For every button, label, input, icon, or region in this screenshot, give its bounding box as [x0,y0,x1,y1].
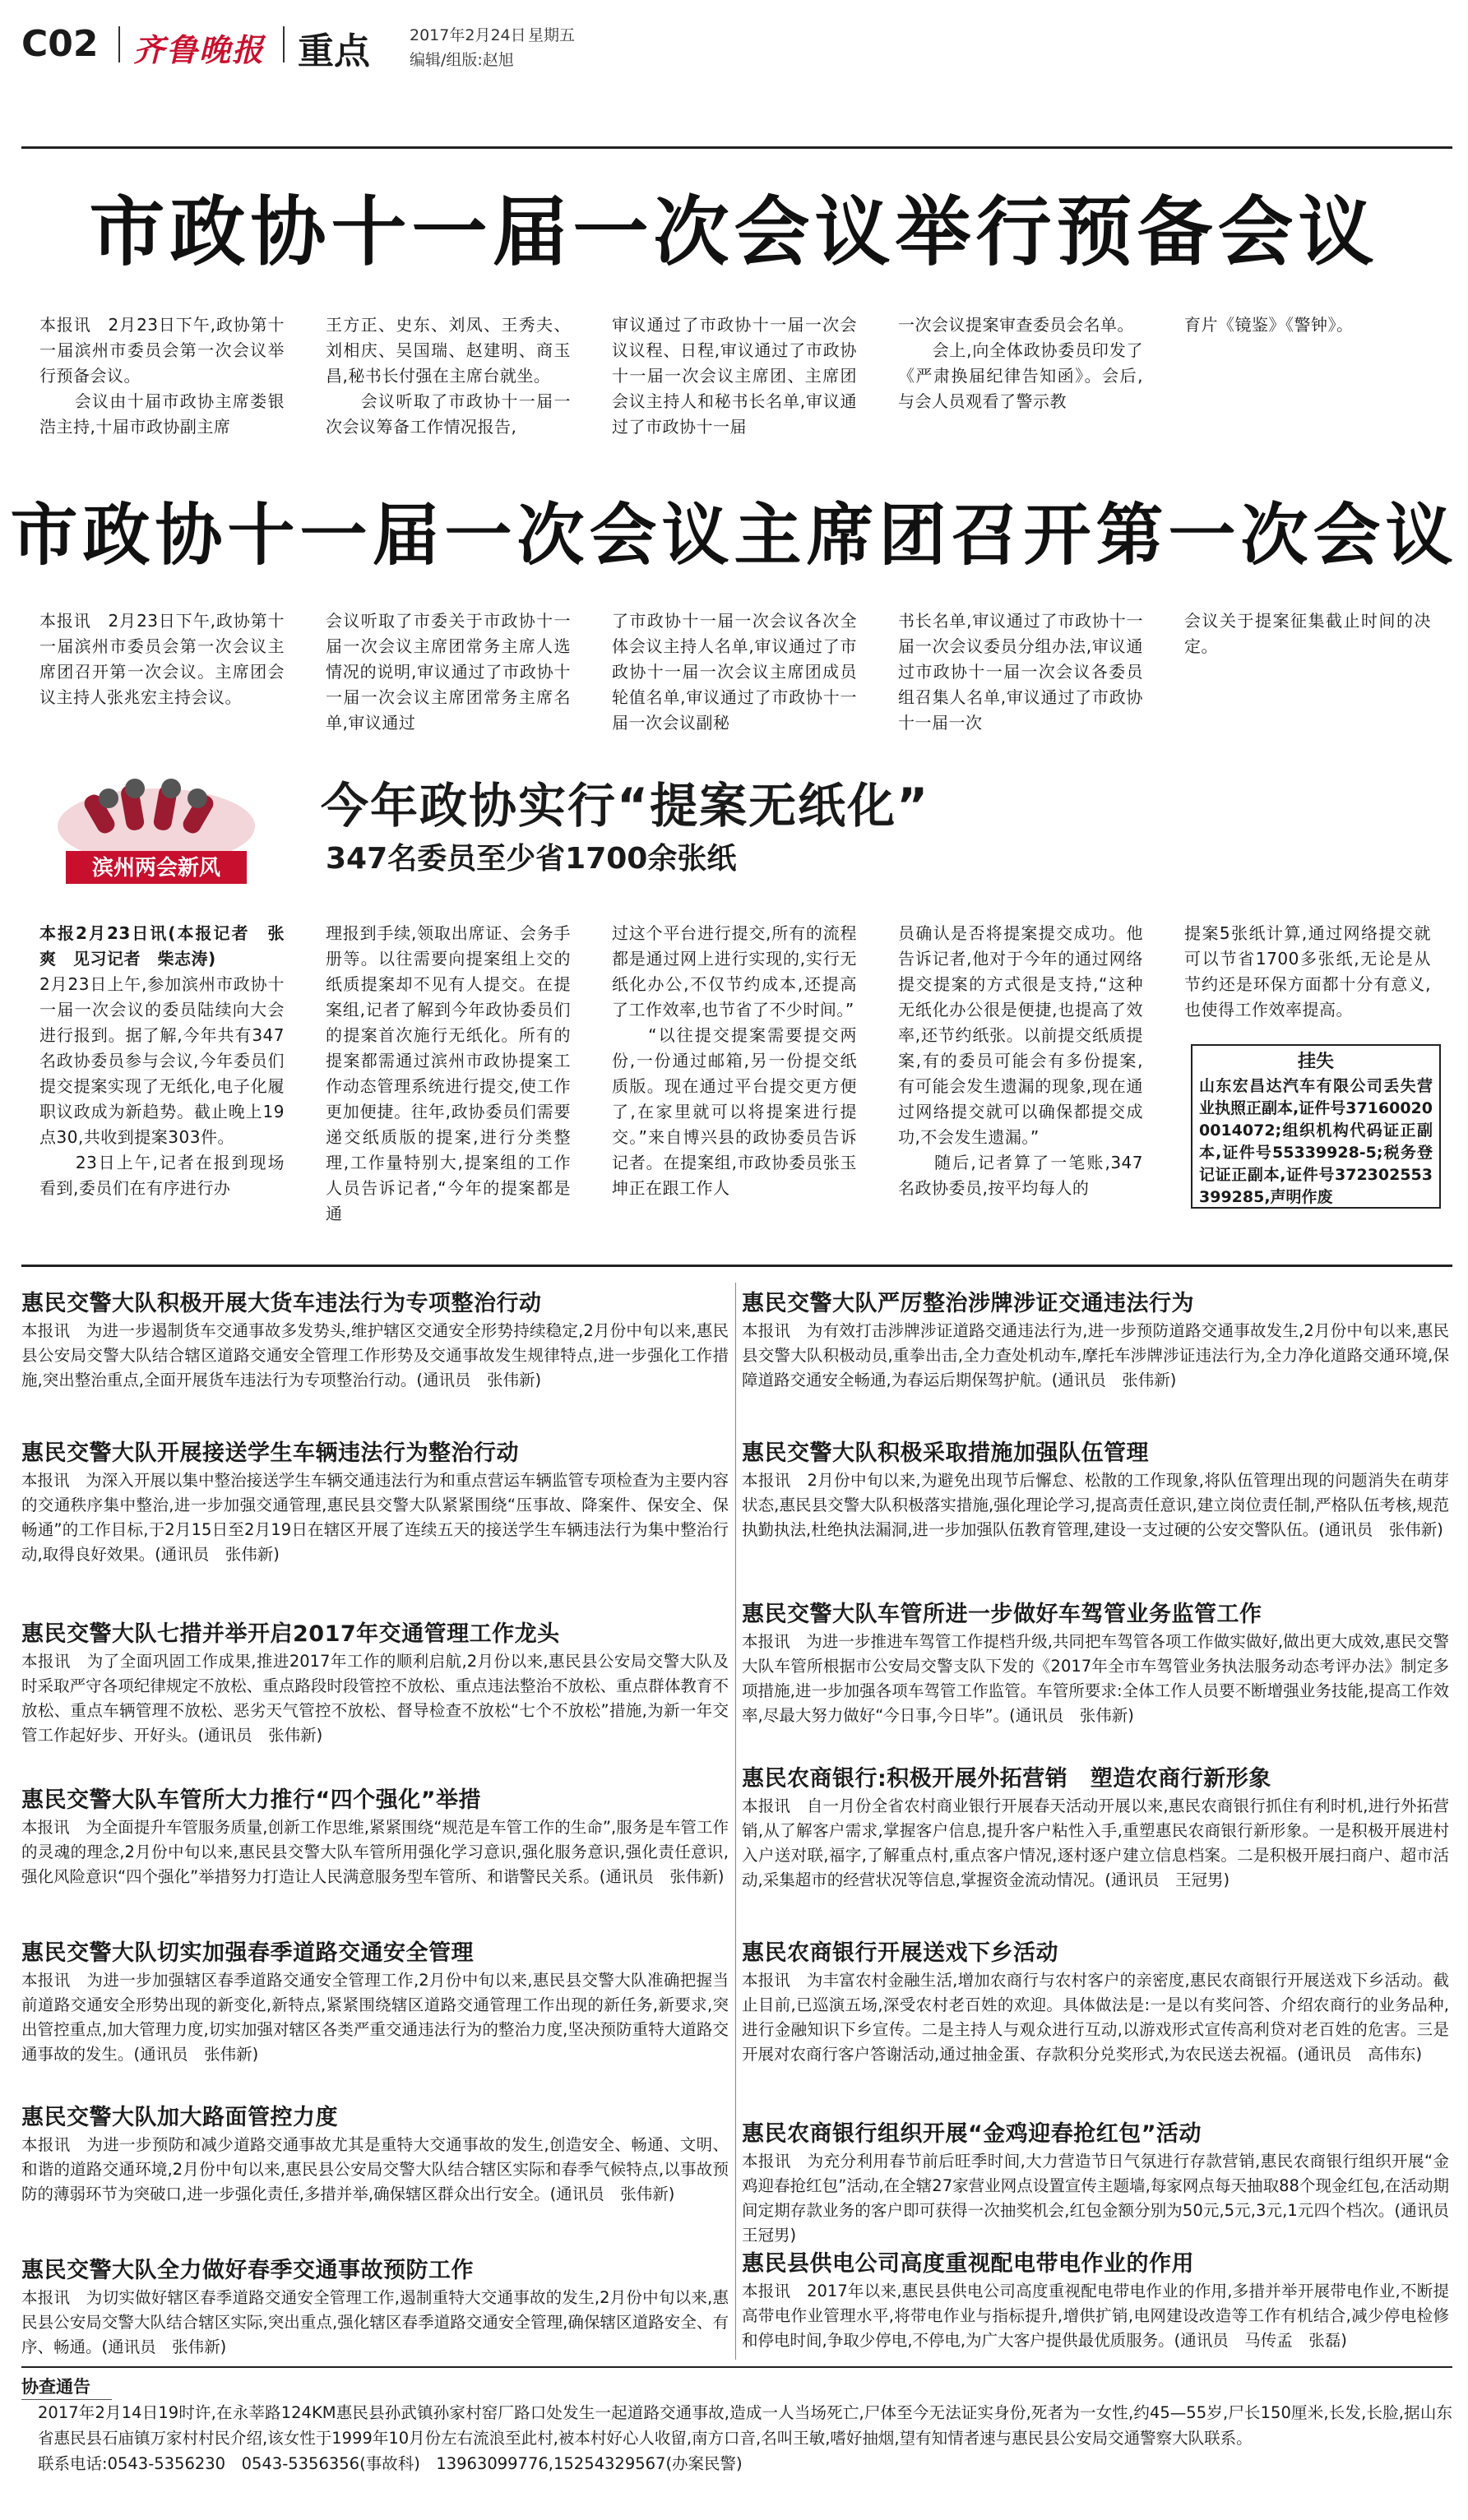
news-title: 惠民交警大队车管所大力推行“四个强化”举措 [21,1787,481,1813]
news-body: 本报讯 为了全面巩固工作成果,推进2017年工作的顺利启航,2月份以来,惠民县公安局交警大队及时采取严守各项纪律规定不放松、重点路段时段管控不放松、重点违法整治不放松、重点群体教育不放松、重点车辆管理不放松、恶劣天气管控不放松、督导检查不放松“七个不放松”措施,为新一年交管工作起好步、开好头。(通讯员 张伟新) [21,1652,729,1745]
article2-col2: 会议听取了市委关于市政协十一届一次会议主席团常务主席人选情况的说明,审议通过了市政协十一届一次会议主席团常务主席名单,审议通过 [326,611,571,733]
column-divider [735,1283,736,2360]
article3-col3: 过这个平台进行提交,所有的流程都是通过网上进行实现的,实行无纸化办公,不仅节约成本,还提高了工作效率,也节省了不少时间。” “以往提交提案需要提交两份,一份通过邮箱,另一份提交纸质版。现在通过平台提交更方便了,在家里就可以将提案进行提交。”来自博兴县的政协委员告诉记者。在提案组,市政协委员张玉坤正在跟工作人 [612,923,857,1198]
article1-col1: 本报讯 2月23日下午,政协第十一届滨州市委员会第一次会议举行预备会议。 会议由十届市政协主席娄银浩主持,十届市政协副主席 [39,315,285,437]
news-item [742,1764,1449,1942]
news-item [21,1620,729,1773]
news-body: 本报讯 为深入开展以集中整治接送学生车辆交通违法行为和重点营运车辆监管专项检查为主要内容的交通秩序集中整治,进一步加强交通管理,惠民县交警大队紧紧围绕“压事故、降案件、保安全、保畅通”的工作目标,于2月15日至2月19日在辖区开展了连续五天的接送学生车辆违法行为集中整治行动,取得良好效果。(通讯员 张伟新) [21,1471,729,1564]
news-item [742,2250,1449,2378]
article1-col4: 一次会议提案审查委员会名单。 会上,向全体政协委员印发了《严肃换届纪律告知函》。会后,与会人员观看了警示教 [898,315,1143,411]
badge-label: 滨州两会新风 [91,856,220,881]
news-title: 惠民交警大队开展接送学生车辆违法行为整治行动 [21,1440,519,1466]
masthead [21,15,1452,72]
article2-title: 市政协十一届一次会议主席团召开第一次会议 [10,497,1458,575]
investigation-notice [21,2374,1452,2514]
news-body: 本报讯 为有效打击涉牌涉证道路交通违法行为,进一步预防道路交通事故发生,2月份中旬以来,惠民县交警大队积极动员,重拳出击,全力查处机动车,摩托车涉牌涉证违法行为,全力净化道路交通环境,保障道路交通安全畅通,为春运后期保驾护航。(通讯员 张伟新) [742,1321,1449,1389]
article2-col1: 本报讯 2月23日下午,政协第十一届滨州市委员会第一次会议主席团召开第一次会议。主席团会议主持人张兆宏主持会议。 [39,611,285,707]
news-item [21,1786,729,1916]
news-title: 惠民交警大队车管所进一步做好车驾管业务监管工作 [742,1602,1262,1627]
news-item [21,1939,729,2092]
page-number: C02 [21,23,99,65]
lost-notice-title: 挂失 [1297,1052,1334,1072]
news-title: 惠民交警大队积极采取措施加强队伍管理 [742,1440,1149,1466]
right-news-column [742,1289,1466,2358]
news-body: 本报讯 为全面提升车管服务质量,创新工作思维,紧紧围绕“规范是车管工作的生命”,服务是车管工作的灵魂的理念,2月份中旬以来,惠民县交警大队车管所用强化学习意识,强化服务意识,强化责任意识,强化风险意识“四个强化”举措努力打造让人民满意服务型车管所、和谐警民关系。(通讯员 张伟新) [21,1818,729,1886]
news-title: 惠民农商银行组织开展“金鸡迎春抢红包”活动 [742,2121,1202,2147]
news-body: 本报讯 为丰富农村金融生活,增加农商行与农村客户的亲密度,惠民农商银行开展送戏下乡活动。截止目前,已巡演五场,深受农村老百姓的欢迎。具体做法是:一是以有奖问答、介绍农商行的业务品种,进行金融知识下乡宣传。二是主持人与观众进行互动,以游戏形式宣传高利贷对老百姓的危害。三是开展对农商行客户答谢活动,通过抽金蛋、存款积分兑奖形式,为农民送去祝福。(通讯员 高伟东) [742,1971,1449,2064]
news-item [742,1939,1449,2116]
article3-byline: 本报2月23日讯(本报记者 张爽 见习记者 柴志涛) [39,923,285,969]
news-title: 惠民县供电公司高度重视配电带电作业的作用 [742,2251,1194,2277]
section-rule [21,1265,1452,1267]
news-body: 本报讯 为充分利用春节前后旺季时间,大力营造节日气氛进行存款营销,惠民农商银行组织开展“金鸡迎春抢红包”活动,在全辖27家营业网点设置宣传主题墙,每家网点每天抽取88个现金红包,在活动期间定期存款业务的客户即可获得一次抽奖机会,红包金额分别为50元,5元,3元,1元四个档次。(通讯员 王冠男) [742,2152,1466,2245]
article3-col2: 理报到手续,领取出席证、会务手册等。以往需要向提案组上交的纸质提案却不见有人提交。在提案组,记者了解到今年政协委员们的提案首次施行无纸化。所有的提案都需通过滨州市政协提案工作动态管理系统进行提交,使工作更加便捷。往年,政协委员们需要递交纸质版的提案,进行分类整理,工作量特别大,提案组的工作人员告诉记者,“今年的提案都是通 [326,923,571,1223]
divider [118,26,120,62]
news-title: 惠民交警大队切实加强春季道路交通安全管理 [21,1940,474,1966]
news-body: 本报讯 为切实做好辖区春季道路交通安全管理工作,遏制重特大交通事故的发生,2月份中旬以来,惠民县公安局交警大队结合辖区实际,突出重点,强化辖区春季道路交通安全管理,确保辖区道路安全、有序、畅通。(通讯员 张伟新) [21,2288,729,2356]
news-item [21,2103,729,2233]
article1-col2: 王方正、史东、刘凤、王秀夫、刘相庆、吴国瑞、赵建明、商玉昌,秘书长付强在主席台就坐。 会议听取了市政协十一届一次会议筹备工作情况报告, [326,315,571,437]
article1-col3: 审议通过了市政协十一届一次会议议程、日程,审议通过了市政协十一届一次会议主席团、主席团会议主持人和秘书长名单,审议通过了市政协十一届 [612,315,857,437]
news-body: 本报讯 为进一步预防和减少道路交通事故尤其是重特大交通事故的发生,创造安全、畅通、文明、和谐的道路交通环境,2月份中旬以来,惠民县公安局交警大队结合辖区实际和春季气候特点,以事故预防的薄弱环节为突破口,进一步强化责任,多措并举,确保辖区群众出行安全。(通讯员 张伟新) [21,2135,729,2203]
article2-col3: 了市政协十一届一次会议各次全体会议主持人名单,审议通过了市政协十一届一次会议主席团成员轮值名单,审议通过了市政协十一届一次会议副秘 [612,611,857,733]
news-title: 惠民交警大队全力做好春季交通事故预防工作 [21,2258,474,2283]
lost-notice-text: 山东宏昌达汽车有限公司丢失营业执照正副本,证件号371600200014072;组织机构代码证正副本,证件号55339928-5;税务登记证正副本,证件号372302553399285,声明作废 [1199,1077,1433,1206]
notice-text: 2017年2月14日19时许,在永莘路124KM惠民县孙武镇孙家村窑厂路口处发生一起道路交通事故,造成一人当场死亡,尸体至今无法证实身份,死者为一女性,约45—55岁,尸长150厘米,长发,长脸,据山东省惠民县石庙镇万家村村民介绍,该女性于1999年10月份左右流浪至此村,被本村好心人收留,南方口音,名叫王敏,嗜好抽烟,望有知情者速与惠民县公安局交通警察大队联系。 [38,2403,1452,2448]
article3-title: 今年政协实行“提案无纸化” [321,778,930,834]
lost-notice [1191,1044,1441,1209]
news-item [742,1289,1449,1419]
news-body: 本报讯 自一月份全省农村商业银行开展春天活动开展以来,惠民农商银行抓住有利时机,进行外拓营销,从了解客户需求,掌握客户信息,提升客户粘性入手,重塑惠民农商银行新形象。一是积极开展进村入户送对联,福字,了解重点村,重点客户情况,逐村逐户建立信息档案。二是积极开展扫商户、超市活动,采集超市的经营状况等信息,掌握资金流动情况。(通讯员 王冠男) [742,1796,1449,1889]
footer-rule [21,2366,1452,2368]
editor-credit: 编辑/组版:赵旭 [410,51,514,69]
news-item [21,1439,729,1592]
news-item [742,1439,1449,1569]
news-body: 本报讯 2017年以来,惠民县供电公司高度重视配电带电作业的作用,多措并举开展带电作业,不断提高带电作业管理水平,将带电作业与指标提升,增供扩销,电网建设改造等工作有机结合,减少停电检修和停电时间,争取少停电,不停电,为广大客户提供最优质服务。(通讯员 马传孟 张磊) [742,2282,1449,2350]
masthead-rule [21,146,1452,149]
news-title: 惠民交警大队积极开展大货车违法行为专项整治行动 [21,1291,542,1316]
article3-subtitle: 347名委员至少省1700余张纸 [326,842,737,876]
article2-col4: 书长名单,审议通过了市政协十一届一次会议委员分组办法,审议通过市政协十一届一次会议各委员组召集人名单,审议通过了市政协十一届一次 [898,611,1143,733]
news-item [21,1289,729,1419]
news-body: 本报讯 2月份中旬以来,为避免出现节后懈怠、松散的工作现象,将队伍管理出现的问题消失在萌芽状态,惠民县交警大队积极落实措施,强化理论学习,提高责任意识,建立岗位责任制,严格队伍考核,规范执勤执法,杜绝执法漏洞,进一步加强队伍教育管理,建设一支过硬的公安交警队伍。(通讯员 张伟新) [742,1471,1449,1539]
news-title: 惠民交警大队严厉整治涉牌涉证交通违法行为 [742,1291,1194,1316]
section-title: 重点 [298,30,370,72]
article1-col5: 育片《镜鉴》《警钟》。 [1184,315,1354,335]
left-news-column [21,1289,729,2358]
article3-col1: 2月23日上午,参加滨州市政协十一届一次会议的委员陆续向大会进行报到。据了解,今年共有347名政协委员参与会议,今年委员们提交提案实现了无纸化,电子化履职议政成为新趋势。截止晚上19点30,共收到提案303件。 23日上午,记者在报到现场看到,委员们在有序进行办 [39,974,285,1198]
news-title: 惠民农商银行开展送戏下乡活动 [742,1940,1058,1966]
issue-date: 2017年2月24日 [410,26,526,44]
article2-col5: 会议关于提案征集截止时间的决定。 [1184,611,1431,656]
issue-weekday: 星期五 [528,26,576,44]
divider [283,26,285,62]
notice-title: 协查通告 [21,2374,112,2400]
news-title: 惠民交警大队七措并举开启2017年交通管理工作龙头 [21,1621,560,1647]
news-body: 本报讯 为进一步推进车驾管工作提档升级,共同把车驾管各项工作做实做好,做出更大成效,惠民交警大队车管所根据市公安局交警支队下发的《2017年全市车驾管业务执法服务动态考评办法》制定多项措施,进一步加强各项车驾管工作监管。车管所要求:全体工作人员要不断增强业务技能,提高工作效率,尽最大努力做好“今日事,今日毕”。(通讯员 张伟新) [742,1632,1449,1725]
notice-phone: 联系电话:0543-5356230 0543-5356356(事故科) 13963099776,15254329567(办案民警) [38,2454,743,2473]
badge-graphic [33,769,280,892]
article1-title: 市政协十一届一次会议举行预备会议 [89,188,1379,276]
news-item [742,2120,1466,2248]
news-body: 本报讯 为进一步遏制货车交通事故多发势头,维护辖区交通安全形势持续稳定,2月份中旬以来,惠民县公安局交警大队结合辖区道路交通安全管理工作形势及交通事故发生规律特点,进一步强化工作措施,突出整治重点,全面开展货车违法行为专项整治行动。(通讯员 张伟新) [21,1321,729,1389]
news-body: 本报讯 为进一步加强辖区春季道路交通安全管理工作,2月份中旬以来,惠民县交警大队准确把握当前道路交通安全形势出现的新变化,新特点,紧紧围绕辖区道路交通管理工作出现的新任务,新要求,突出管控重点,加大管理力度,切实加强对辖区各类严重交通违法行为的整治力度,坚决预防重特大道路交通事故的发生。(通讯员 张伟新) [21,1971,729,2064]
article3-col4: 员确认是否将提案提交成功。他告诉记者,他对于今年的通过网络提交提案的方式很是支持,“这种无纸化办公很是便捷,也提高了效率,还节约纸张。以前提交纸质提案,有的委员可能会有多份提案,有可能会发生遗漏的现象,现在通过网络提交就可以确保都提交成功,不会发生遗漏。” 随后,记者算了一笔账,347名政协委员,按平均每人的 [898,923,1143,1198]
news-item [742,1600,1449,1753]
paper-logo: 齐鲁晚报 [133,31,266,68]
news-title: 惠民农商银行:积极开展外拓营销 塑造农商行新形象 [742,1766,1271,1792]
news-item [21,2256,729,2361]
news-title: 惠民交警大队加大路面管控力度 [21,2105,338,2130]
article3-col5: 提案5张纸计算,通过网络提交就可以节省1700多张纸,无论是从节约还是环保方面都十分有意义,也使得工作效率提高。 [1184,923,1431,1020]
